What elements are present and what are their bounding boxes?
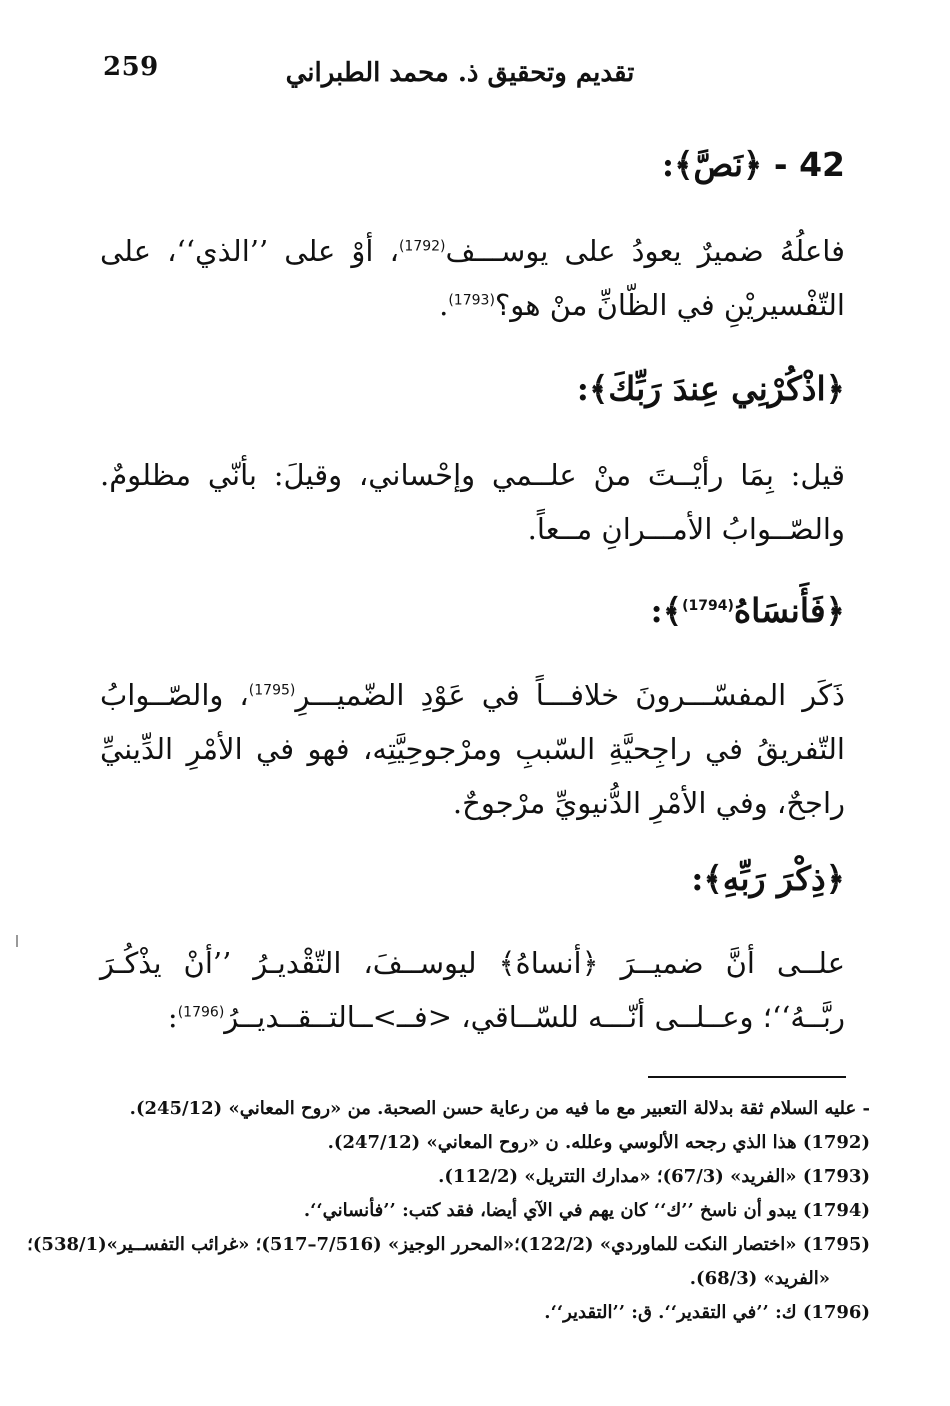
footnote-separator bbox=[648, 1076, 846, 1078]
footnote-label: (1794) bbox=[796, 1200, 870, 1221]
footnote-label: - bbox=[856, 1098, 870, 1119]
footnote-label: (1795) bbox=[796, 1234, 870, 1255]
section-paragraph bbox=[100, 668, 845, 830]
footnote bbox=[100, 1160, 870, 1194]
section-heading: ﴿اذْكُرْنِي عِندَ رَبِّكَ﴾: bbox=[576, 369, 845, 408]
section-paragraph bbox=[100, 936, 845, 1044]
text-run: ذَكَر المفسّـــرونَ خلافـــاً في عَوْدِ الضّميـــرِ bbox=[295, 678, 845, 712]
footnote-label: (1793) bbox=[796, 1166, 870, 1187]
footnote-ref: (1793) bbox=[448, 292, 495, 309]
footnote-text: «الفريد» (68/3). bbox=[689, 1268, 830, 1289]
section-paragraph bbox=[100, 224, 845, 332]
footnote bbox=[100, 1126, 870, 1160]
text-run: ، أوْ على ’’الذي‘‘، على التّفْسيريْنِ في الظّانِّ منْ هو؟ bbox=[100, 234, 845, 322]
running-title: تقديم وتحقيق ذ. محمد الطبراني bbox=[285, 58, 635, 88]
footnote-text: ك: ’’في التقدير‘‘. ق: ’’التقدير‘‘. bbox=[544, 1302, 797, 1323]
text-run: . bbox=[439, 288, 449, 322]
section-heading bbox=[100, 584, 845, 638]
footnote-ref: (1796) bbox=[177, 1004, 225, 1021]
page-number: 259 bbox=[103, 52, 159, 82]
main-text bbox=[100, 138, 845, 1044]
footnote-text: «اختصار النكت للماوردي» (122/2)؛«المحرر الوجيز» (7/516–517)؛ «غرائب التفســير»(538/1)؛ bbox=[27, 1234, 797, 1255]
section-heading-42 bbox=[100, 138, 845, 192]
footnotes bbox=[27, 1092, 870, 1330]
section-heading: ﴿ذِكْرَ رَبِّهِ﴾: bbox=[691, 859, 845, 898]
text-run: فاعلُهُ ضميرٌ يعودُ على يوســـف bbox=[445, 234, 846, 268]
text-run: ﴿فَأَنسَاهُ bbox=[733, 591, 845, 630]
section-paragraph bbox=[100, 448, 845, 556]
footnote bbox=[100, 1092, 870, 1126]
section-number: 42 - bbox=[773, 145, 845, 184]
text-run: قيل: بِمَا رأيْــتَ منْ علــمي وإحْساني، وقيلَ: بأنّي مظلومٌ. والصّــوابُ الأمـــرانِ مــعاً. bbox=[100, 458, 845, 546]
footnote-text: يبدو أن ناسخ ’’ك‘‘ كان يهم في الآي أيضا، فقد كتب: ’’فأنساني‘‘. bbox=[303, 1200, 797, 1221]
footnote bbox=[100, 1262, 870, 1296]
footnote-ref: (1795) bbox=[248, 682, 296, 699]
margin-mark bbox=[16, 935, 18, 947]
verse-word: ﴿نَصَّ﴾: bbox=[661, 145, 763, 184]
footnote bbox=[100, 1194, 870, 1228]
footnote bbox=[27, 1228, 870, 1262]
footnote-ref: (1792) bbox=[398, 238, 446, 255]
footnote-text: عليه السلام ثقة بدلالة التعبير مع ما فيه من رعاية حسن الصحبة. من «روح المعاني» (245/12). bbox=[129, 1098, 857, 1119]
footnote-text: «الفريد» (67/3)؛ «مدارك التتريل» (112/2). bbox=[438, 1166, 797, 1187]
footnote-label: (1792) bbox=[796, 1132, 870, 1153]
text-run: ، والصّــوابُ التّفريقُ في راجِحيَّةِ السّببِ ومرْجوحِيَّتِه، فهو في الأمْرِ الدِّينيِّ راجحٌ، وفي الأمْرِ الدُّنيويِّ مرْجوحٌ. bbox=[100, 678, 845, 820]
text-run: : bbox=[167, 1000, 178, 1034]
footnote-label: (1796) bbox=[796, 1302, 870, 1323]
text-run: ﴾: bbox=[650, 591, 683, 630]
footnote bbox=[100, 1296, 870, 1330]
footnote-ref: (1794) bbox=[682, 598, 734, 614]
footnote-text: هذا الذي رجحه الألوسي وعلله. ن «روح المعاني» (247/12). bbox=[327, 1132, 797, 1153]
text-run: علــى أنَّ ضميــرَ ﴿أنساهُ﴾ ليوســفَ، التّقْديـرُ ’’أنْ يذْكُـرَ ربَّــهُ‘‘؛ وعــلــى أنّـــه للسّــاقي، <فــ>ــالتــقــديــرُ bbox=[100, 946, 845, 1034]
